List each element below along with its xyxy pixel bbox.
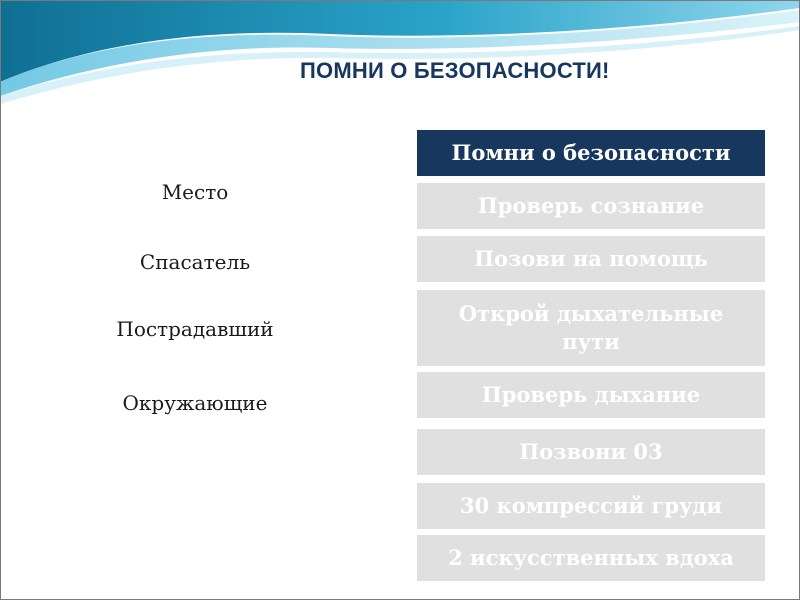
header-box: Помни о безопасности [417,130,765,176]
step-check-breathing: Проверь дыхание [417,372,765,418]
list-item-rescuer: Спасатель [139,250,251,274]
step-call-03: Позвони 03 [417,429,765,475]
list-item-place: Место [161,180,229,204]
step-check-consciousness: Проверь сознание [417,183,765,229]
list-item-bystanders: Окружающие [122,391,268,415]
page-title: ПОМНИ О БЕЗОПАСНОСТИ! [300,58,610,83]
step-chest-compressions: 30 компрессий груди [417,483,765,529]
wave-decoration [0,0,800,110]
step-rescue-breaths: 2 искусственных вдоха [417,535,765,581]
list-item-victim: Пострадавший [116,317,274,341]
step-open-airway: Открой дыхательные пути [417,290,765,366]
step-call-help: Позови на помощь [417,236,765,282]
